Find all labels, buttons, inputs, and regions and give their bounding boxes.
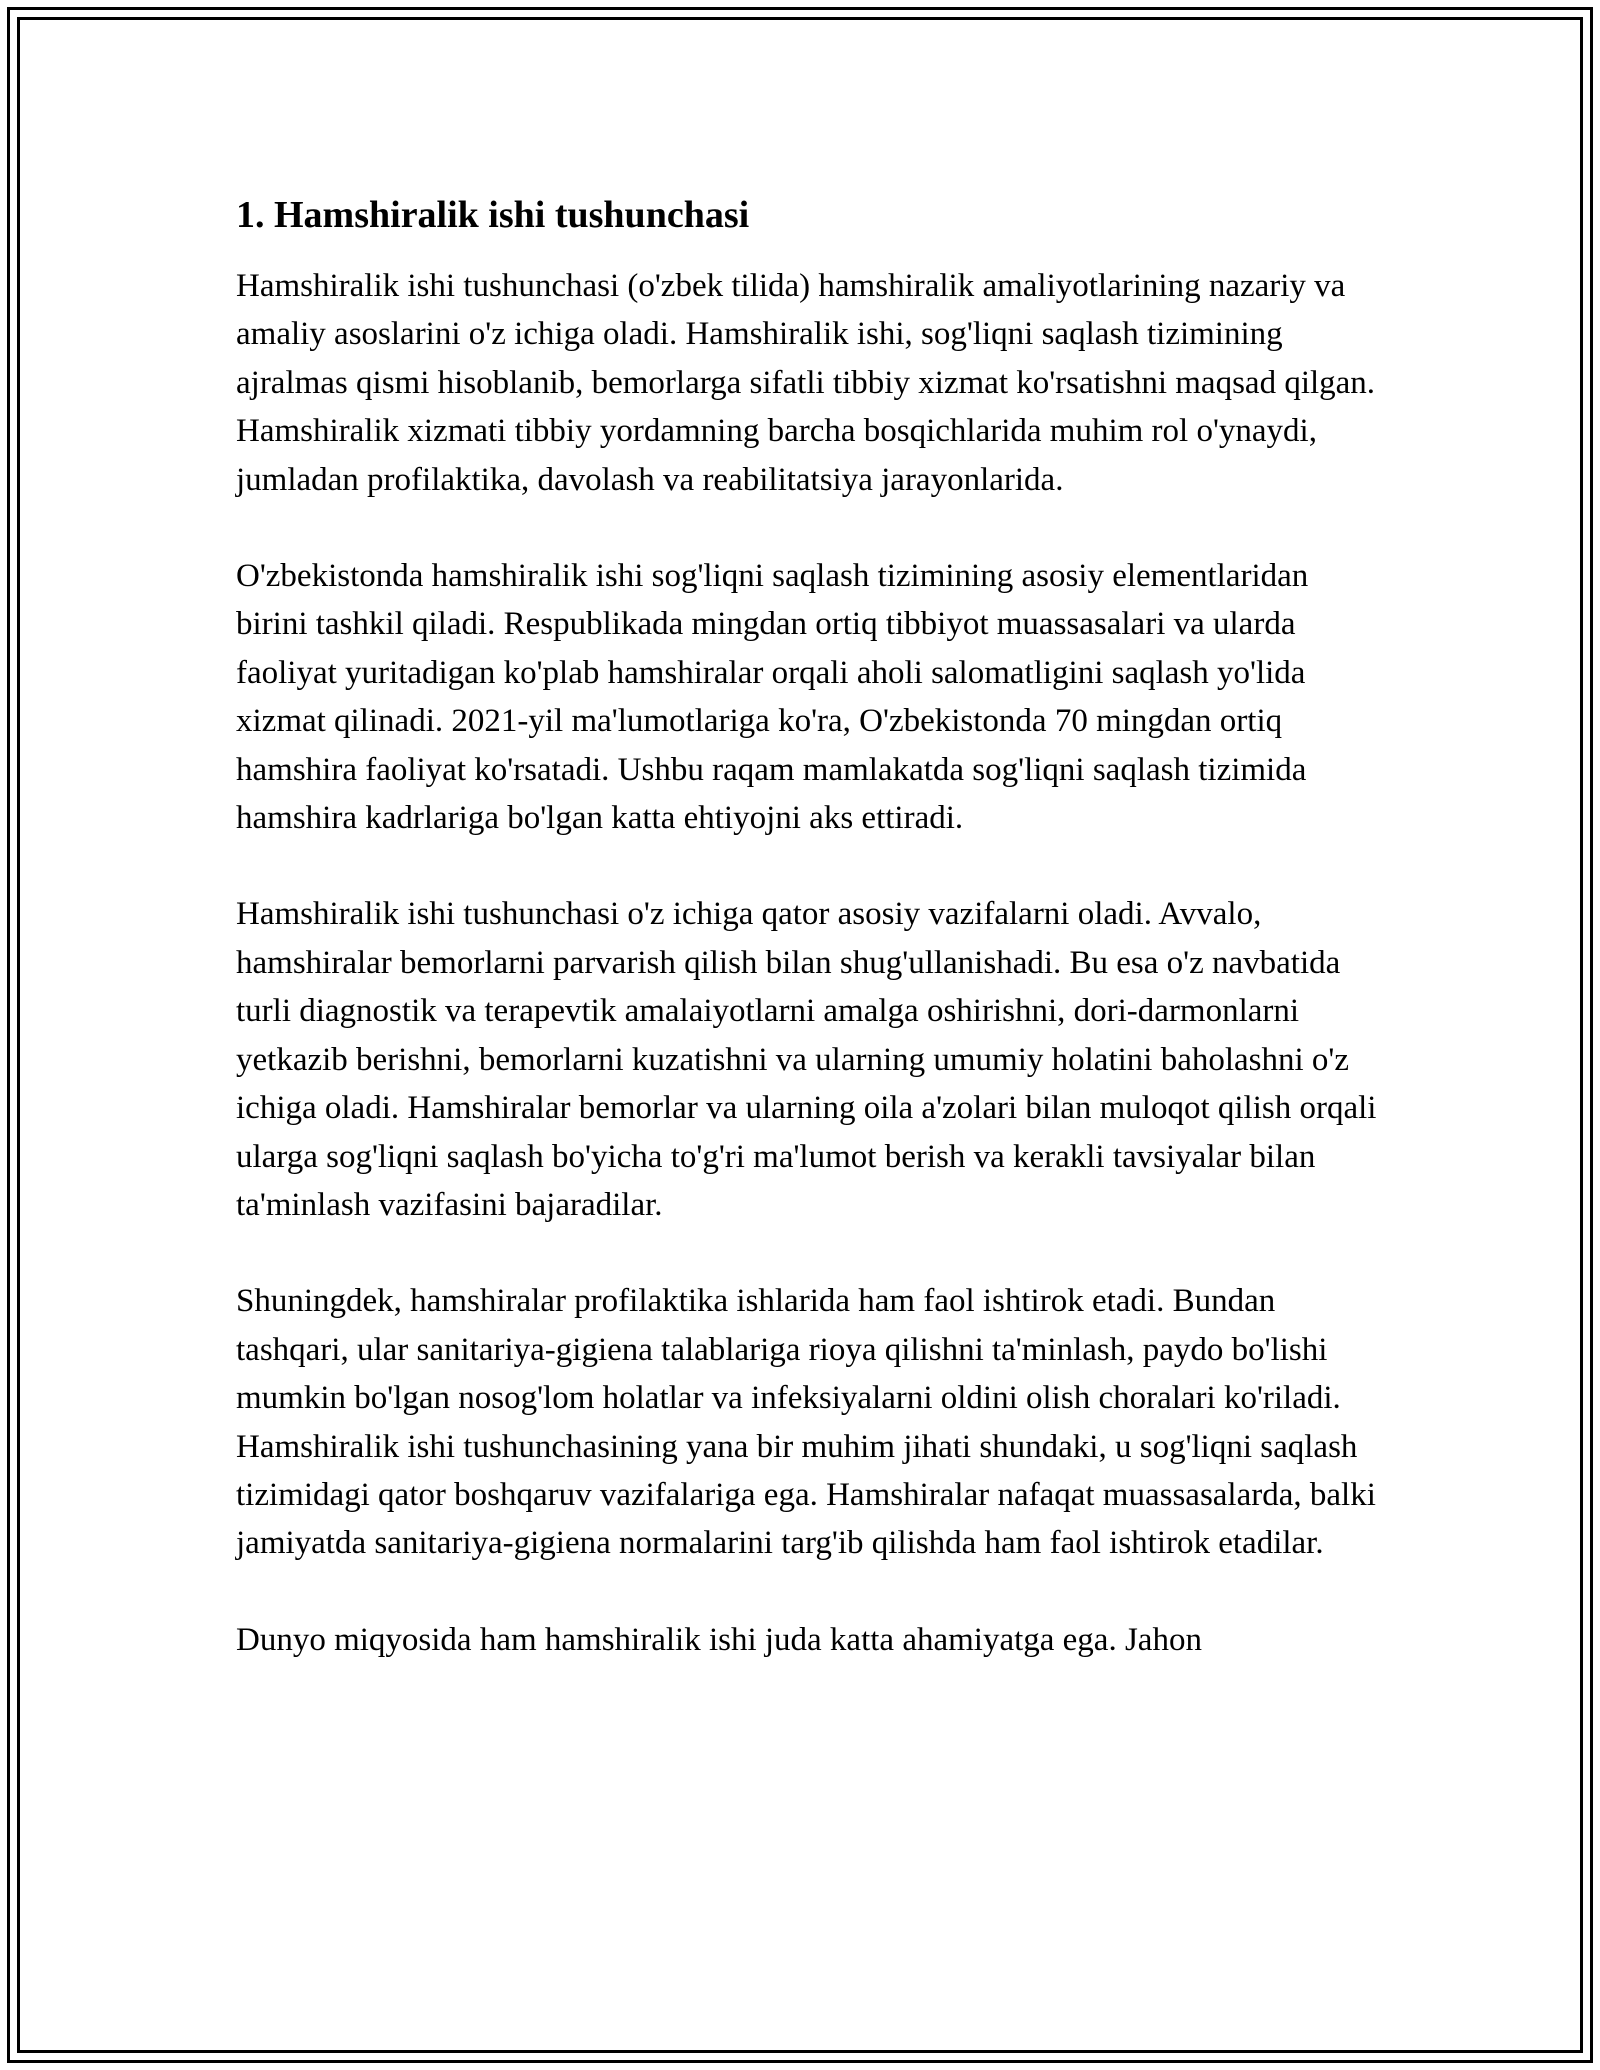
paragraph-2: O'zbekistonda hamshiralik ishi sog'liqni saqlash tizimining asosiy elementlaridan birini tashkil qiladi. Respublikada mingdan ortiq tibbiyot muassasalari va ularda faoliyat yuritadigan ko'plab hamshiralar orqali aholi salomatligini saqlash yo'lida xizmat qilinadi. 2021-yil ma'lumotlariga ko'ra, O'zbekistonda 70 mingdan ortiq hamshira faoliyat ko'rsatadi. Ushbu raqam mamlakatda sog'liqni saqlash tizimida hamshira kadrlariga bo'lgan katta ehtiyojni aks ettiradi. xyxy=(236,558,1309,837)
paragraph-3: Hamshiralik ishi tushunchasi o'z ichiga qator asosiy vazifalarni oladi. Avvalo, hamshiralar bemorlarni parvarish qilish bilan shug'ullanishadi. Bu esa o'z navbatida turli diagnostik va terapevtik amalaiyotlarni amalga oshirishni, dori-darmonlarni yetkazib berishni, bemorlarni kuzatishni va ularning umumiy holatini baholashni o'z ichiga oladi. Hamshiralar bemorlar va ularning oila a'zolari bilan muloqot qilish orqali ularga sog'liqni saqlash bo'yicha to'g'ri ma'lumot berish va kerakli tavsiyalar bilan ta'minlash vazifasini bajaradilar. xyxy=(236,896,1377,1223)
document-body xyxy=(236,188,1384,1712)
section-heading: 1. Hamshiralik ishi tushunchasi xyxy=(236,194,750,236)
paragraph-4: Shuningdek, hamshiralar profilaktika ishlarida ham faol ishtirok etadi. Bundan tashqari, ular sanitariya-gigiena talablariga rioya qilishni ta'minlash, paydo bo'lishi mumkin bo'lgan nosog'lom holatlar va infeksiyalarni oldini olish choralari ko'riladi. Hamshiralik ishi tushunchasining yana bir muhim jihati shundaki, u sog'liqni saqlash tizimidagi qator boshqaruv vazifalariga ega. Hamshiralar nafaqat muassasalarda, balki jamiyatda sanitariya-gigiena normalarini targ'ib qilishda ham faol ishtirok etadilar. xyxy=(236,1283,1376,1562)
paragraph-5: Dunyo miqyosida ham hamshiralik ishi juda katta ahamiyatga ega. Jahon xyxy=(236,1621,1202,1658)
paragraph-1: Hamshiralik ishi tushunchasi (o'zbek tilida) hamshiralik amaliyotlarining nazariy va amaliy asoslarini o'z ichiga oladi. Hamshiralik ishi, sog'liqni saqlash tizimining ajralmas qismi hisoblanib, bemorlarga sifatli tibbiy xizmat ko'rsatishni maqsad qilgan. Hamshiralik xizmati tibbiy yordamning barcha bosqichlarida muhim rol o'ynaydi, jumladan profilaktika, davolash va reabilitatsiya jarayonlarida. xyxy=(236,268,1376,498)
